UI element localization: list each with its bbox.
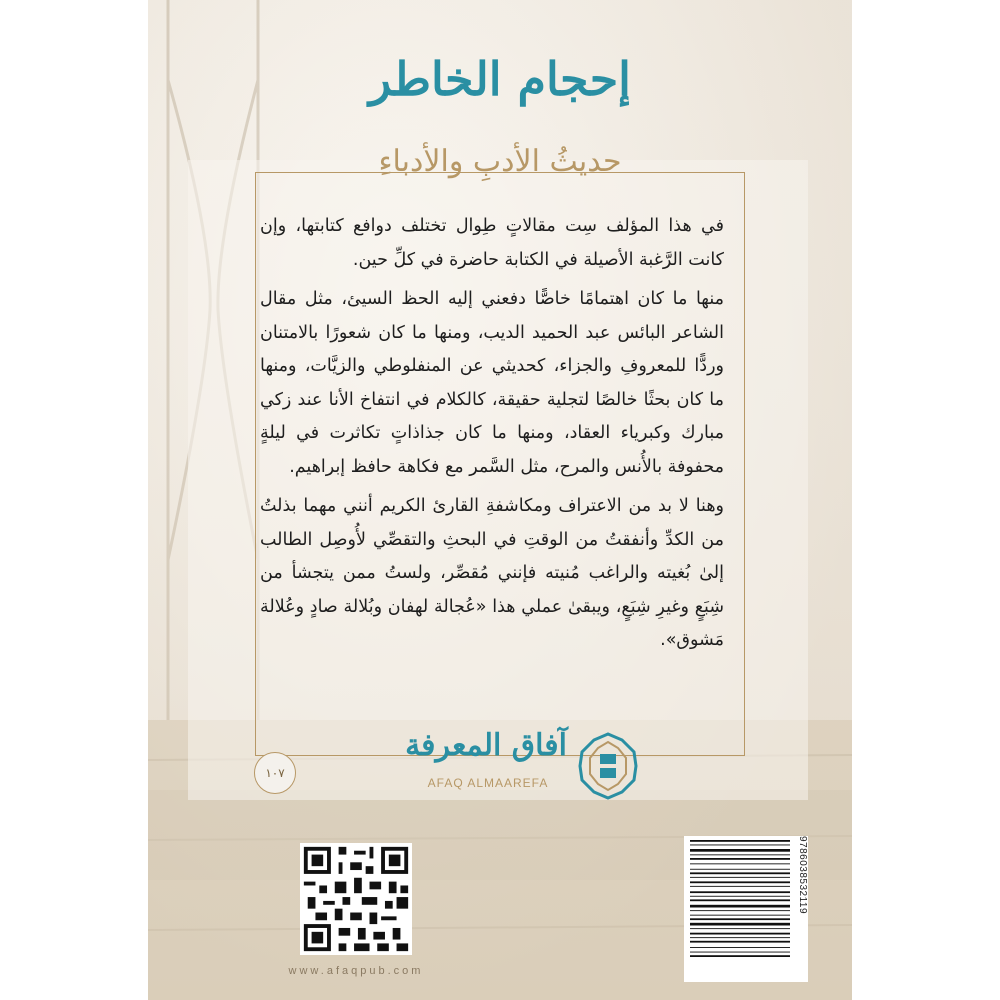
barcode-bar [690, 854, 790, 855]
publisher-website-link[interactable]: www.afaqpub.com [288, 965, 424, 977]
book-subtitle: حديثُ الأدبِ والأدباءِ [378, 144, 622, 179]
barcode-bar [690, 910, 790, 911]
barcode-bar [690, 899, 790, 901]
isbn-number: 9786038532119 [797, 836, 808, 915]
blurb-paragraph-2: منها ما كان اهتمامًا خاصًّا دفعني إليه الحظ السيئ، مثل مقال الشاعر البائس عبد الحميد الديب، ومنها ما كان شعورًا بالامتنان وردًّا للمعروفِ والجزاء، كحديثي عن المنفلوطي والزيَّات، ومنها ما كان بحثًا خالصًا لتجلية حقيقة، كالكلام في انتفاخ الأنا عند زكي مبارك وكبرياء العقاد، ومنها ما كان جذاذاتٍ تكاثرت في ليلةٍ محفوفة بالأُنس والمرح، مثل السَّمر مع فكاهة حافظ إبراهيم. [260, 289, 724, 477]
barcode-bar [690, 923, 790, 926]
book-title: إحجام الخاطر [369, 52, 631, 106]
barcode-bar [690, 918, 790, 920]
publisher-name: آفاق المعرفة [405, 728, 567, 763]
barcode-bar [690, 952, 790, 953]
barcode-bar [690, 905, 790, 908]
barcode-bar [690, 955, 790, 957]
barcode-bar [690, 886, 790, 887]
barcode-bar [690, 840, 790, 842]
barcode-bar [690, 881, 790, 883]
barcode-bar [690, 915, 790, 916]
barcode-bar [690, 947, 790, 948]
blurb-paragraph-3: وهنا لا بد من الاعتراف ومكاشفةِ القارئ الكريم أنني مهما بذلتُ من الكدِّ وأنفقتُ من الوقتِ في البحثِ والتقصِّي لأُوصِل الطالب إلىٰ بُغيته والراغب مُنيته فإنني مُقصِّر، ولستُ ممن يتجشأ من شِبَعٍ وغيرِ شِبَعٍ، ويبقىٰ عملي هذا «عُجالة لهفان وبُلالة صادٍ وعُلالة مَشوق». [260, 496, 724, 650]
qr-code-icon[interactable] [300, 843, 412, 955]
barcode-bar [690, 845, 790, 846]
isbn-barcode [684, 836, 808, 982]
publisher-block [378, 728, 708, 808]
barcode-bar [690, 863, 790, 864]
barcode-bar [690, 896, 790, 897]
publisher-latin-name: AFAQ ALMAAREFA [427, 776, 549, 790]
series-number-badge: ١٠٧ [254, 752, 296, 794]
blurb-paragraph-1: في هذا المؤلف سِت مقالاتٍ طِوال تختلف دوافع كتابتها، وإن كانت الرَّغبة الأصيلة في الكتابة حاضرة في كلِّ حين. [260, 216, 724, 270]
back-cover [148, 0, 852, 1000]
barcode-bar [690, 858, 790, 860]
barcode-bar [690, 869, 790, 870]
barcode-bar [690, 877, 790, 878]
barcode-bar [690, 872, 790, 874]
barcode-bar [690, 849, 790, 852]
barcode-bar [690, 928, 790, 929]
barcode-bar [690, 933, 790, 935]
blurb-text [260, 210, 724, 664]
barcode-bar [690, 941, 790, 943]
barcode-bar [690, 891, 790, 893]
publisher-logo-icon [578, 732, 638, 800]
barcode-bar [690, 937, 790, 938]
